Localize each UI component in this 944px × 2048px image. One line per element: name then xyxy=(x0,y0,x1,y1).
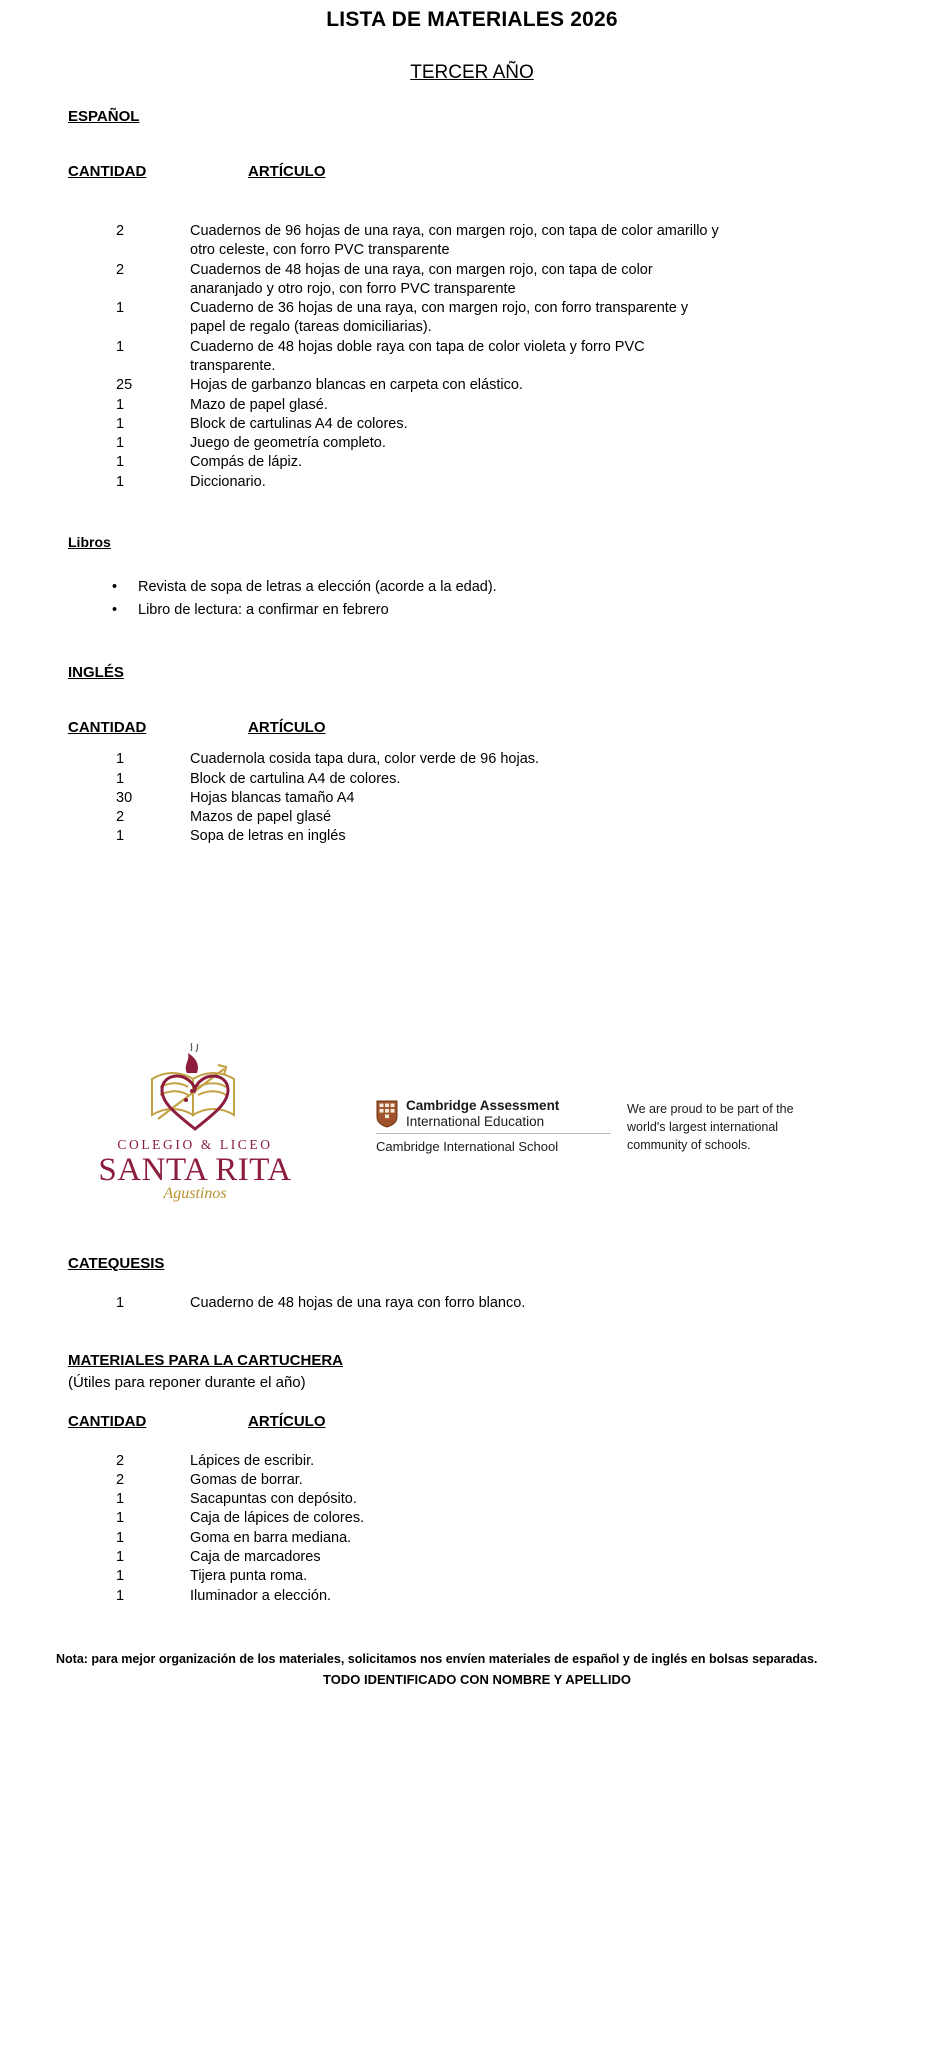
spacer xyxy=(0,847,944,1043)
section-heading-pencilcase: MATERIALES PARA LA CARTUCHERA xyxy=(68,1351,343,1369)
item-quantity: 2 xyxy=(116,1452,125,1469)
table-row xyxy=(68,827,944,846)
table-row xyxy=(68,1452,944,1471)
item-quantity: 1 xyxy=(116,1491,125,1508)
table-row xyxy=(68,808,944,827)
item-description: Iluminador a elección. xyxy=(190,1587,332,1604)
item-description: Hojas de garbanzo blancas en carpeta con elástico. xyxy=(190,377,523,394)
item-description: Cuaderno de 48 hojas de una raya con forro blanco. xyxy=(190,1295,526,1312)
spacer xyxy=(0,622,944,664)
table-row xyxy=(68,299,944,338)
school-logo-line2: SANTA RITA xyxy=(98,1151,292,1188)
books-bullet-list xyxy=(106,576,944,622)
list-item-label: Revista de sopa de letras a elección (acorde a la edad). xyxy=(138,578,497,595)
section-heading-spanish: ESPAÑOL xyxy=(68,108,140,125)
item-quantity: 1 xyxy=(116,1549,125,1566)
item-quantity: 1 xyxy=(116,300,125,317)
page-title: LISTA DE MATERIALES 2026 xyxy=(326,8,618,31)
cambridge-shield-icon xyxy=(376,1100,398,1128)
spacer xyxy=(0,550,944,576)
item-quantity: 1 xyxy=(116,828,125,845)
table-row xyxy=(68,222,944,261)
item-quantity: 1 xyxy=(116,454,125,471)
table-row xyxy=(68,453,944,472)
footer-note-body: para mejor organización de los materiales, solicitamos nos envíen materiales de español y de inglés en bolsas separadas. xyxy=(87,1651,818,1666)
section-heading-catechesis: CATEQUESIS xyxy=(68,1255,165,1273)
item-quantity: 1 xyxy=(116,338,125,355)
school-logo-line3: Agustinos xyxy=(163,1185,227,1203)
item-description: Gomas de borrar. xyxy=(190,1471,303,1488)
item-quantity: 1 xyxy=(116,1295,125,1312)
item-description: Sacapuntas con depósito. xyxy=(190,1491,357,1508)
table-row xyxy=(68,1294,944,1313)
column-header-article: ARTÍCULO xyxy=(248,719,326,737)
item-description: Block de cartulinas A4 de colores. xyxy=(190,415,408,432)
spacer xyxy=(0,180,944,222)
table-row xyxy=(68,770,944,789)
spacer xyxy=(0,492,944,534)
table-row xyxy=(68,750,944,769)
column-headers-english xyxy=(68,719,944,736)
item-description: Tijera punta roma. xyxy=(190,1568,308,1585)
list-item-label: Libro de lectura: a confirmar en febrero xyxy=(138,602,389,619)
item-quantity: 1 xyxy=(116,770,125,787)
cambridge-logo xyxy=(376,1098,611,1155)
item-quantity: 25 xyxy=(116,377,133,394)
item-quantity: 2 xyxy=(116,223,125,239)
item-description: Cuadernos de 48 hojas de una raya, con margen rojo, con tapa de color anaranjado y otro rojo, con forro PVC transparente xyxy=(190,261,653,297)
cambridge-subtitle: Cambridge International School xyxy=(376,1139,559,1155)
spacer xyxy=(0,1314,944,1352)
table-row xyxy=(68,396,944,415)
column-header-quantity: CANTIDAD xyxy=(68,1412,147,1430)
page-subtitle: TERCER AÑO xyxy=(410,62,534,83)
item-description: Mazos de papel glasé xyxy=(190,809,332,826)
spacer xyxy=(0,736,944,750)
column-header-article: ARTÍCULO xyxy=(248,1412,326,1430)
item-quantity: 1 xyxy=(116,396,125,413)
table-row xyxy=(68,434,944,453)
spacer xyxy=(0,1606,944,1650)
item-quantity: 30 xyxy=(116,789,133,806)
table-row xyxy=(68,338,944,377)
table-row xyxy=(68,473,944,492)
item-description: Diccionario. xyxy=(190,473,266,490)
item-quantity: 2 xyxy=(116,1471,125,1488)
table-row xyxy=(68,1529,944,1548)
item-quantity: 1 xyxy=(116,751,125,768)
table-row xyxy=(68,1587,944,1606)
item-quantity: 1 xyxy=(116,435,125,452)
spacer xyxy=(0,1272,944,1294)
items-list-english xyxy=(68,750,944,846)
cambridge-line2: International Education xyxy=(406,1113,545,1129)
cambridge-proud-text: We are proud to be part of the world's largest international community of schools. xyxy=(627,1101,794,1152)
item-description: Lápices de escribir. xyxy=(190,1452,315,1469)
item-quantity: 1 xyxy=(116,1587,125,1604)
cambridge-wordmark xyxy=(406,1098,559,1130)
item-description: Cuaderno de 36 hojas de una raya, con margen rojo, con forro transparente y papel de regalo (tareas domiciliarias). xyxy=(190,300,689,336)
list-item xyxy=(106,576,944,599)
table-row xyxy=(68,1548,944,1567)
table-row xyxy=(68,1490,944,1509)
spacer xyxy=(0,1430,944,1452)
item-description: Caja de lápices de colores. xyxy=(190,1510,365,1527)
school-crest-icon xyxy=(120,1043,270,1135)
list-item xyxy=(106,599,944,622)
item-description: Cuadernola cosida tapa dura, color verde de 96 hojas. xyxy=(190,751,540,768)
item-quantity: 2 xyxy=(116,809,125,826)
table-row xyxy=(68,261,944,300)
item-description: Juego de geometría completo. xyxy=(190,435,386,452)
column-header-article: ARTÍCULO xyxy=(248,163,326,180)
column-header-quantity: CANTIDAD xyxy=(68,719,147,737)
footer-note-emphasis: TODO IDENTIFICADO CON NOMBRE Y APELLIDO xyxy=(323,1672,631,1688)
bullet-icon: • xyxy=(112,578,118,595)
table-row xyxy=(68,415,944,434)
spacer xyxy=(0,1391,944,1413)
item-description: Compás de lápiz. xyxy=(190,454,303,471)
item-quantity: 2 xyxy=(116,261,125,278)
column-headers-spanish xyxy=(68,163,944,180)
item-quantity: 1 xyxy=(116,1568,125,1585)
spacer xyxy=(0,681,944,719)
items-list-pencilcase xyxy=(68,1452,944,1606)
column-header-quantity: CANTIDAD xyxy=(68,163,147,180)
footer-note xyxy=(56,1650,898,1668)
item-description: Cuadernos de 96 hojas de una raya, con margen rojo, con tapa de color amarillo y otro celeste, con forro PVC transparente xyxy=(190,223,719,259)
item-description: Goma en barra mediana. xyxy=(190,1529,352,1546)
item-description: Block de cartulina A4 de colores. xyxy=(190,770,401,787)
cambridge-line1: Cambridge Assessment xyxy=(406,1097,560,1113)
school-logo-line1: COLEGIO & LICEO xyxy=(117,1136,273,1152)
spacer xyxy=(0,84,944,108)
item-description: Caja de marcadores xyxy=(190,1549,321,1566)
item-quantity: 1 xyxy=(116,473,125,490)
item-description: Mazo de papel glasé. xyxy=(190,396,328,413)
pencilcase-note: (Útiles para reponer durante el año) xyxy=(68,1373,306,1391)
table-row xyxy=(68,1509,944,1528)
item-description: Sopa de letras en inglés xyxy=(190,828,346,845)
spacer xyxy=(0,125,944,163)
items-list-spanish xyxy=(68,222,944,492)
footer-logo-band xyxy=(0,1043,944,1204)
cambridge-wordmark-row xyxy=(376,1098,611,1135)
table-row xyxy=(68,789,944,808)
item-quantity: 1 xyxy=(116,1510,125,1527)
spacer xyxy=(0,1203,944,1255)
item-description: Hojas blancas tamaño A4 xyxy=(190,789,355,806)
column-headers-pencilcase xyxy=(68,1413,944,1430)
table-row xyxy=(68,1471,944,1490)
school-logo xyxy=(70,1043,320,1204)
section-heading-books: Libros xyxy=(68,533,111,550)
item-quantity: 1 xyxy=(116,415,125,432)
items-list-catechesis xyxy=(68,1294,944,1313)
item-quantity: 1 xyxy=(116,1529,125,1546)
item-description: Cuaderno de 48 hojas doble raya con tapa de color violeta y forro PVC transparente. xyxy=(190,338,645,374)
cambridge-logo-block xyxy=(376,1092,827,1155)
bullet-icon: • xyxy=(112,602,118,619)
table-row xyxy=(68,1567,944,1586)
table-row xyxy=(68,376,944,395)
footer-note-label: Nota: xyxy=(56,1651,88,1666)
section-heading-english: INGLÉS xyxy=(68,664,124,682)
